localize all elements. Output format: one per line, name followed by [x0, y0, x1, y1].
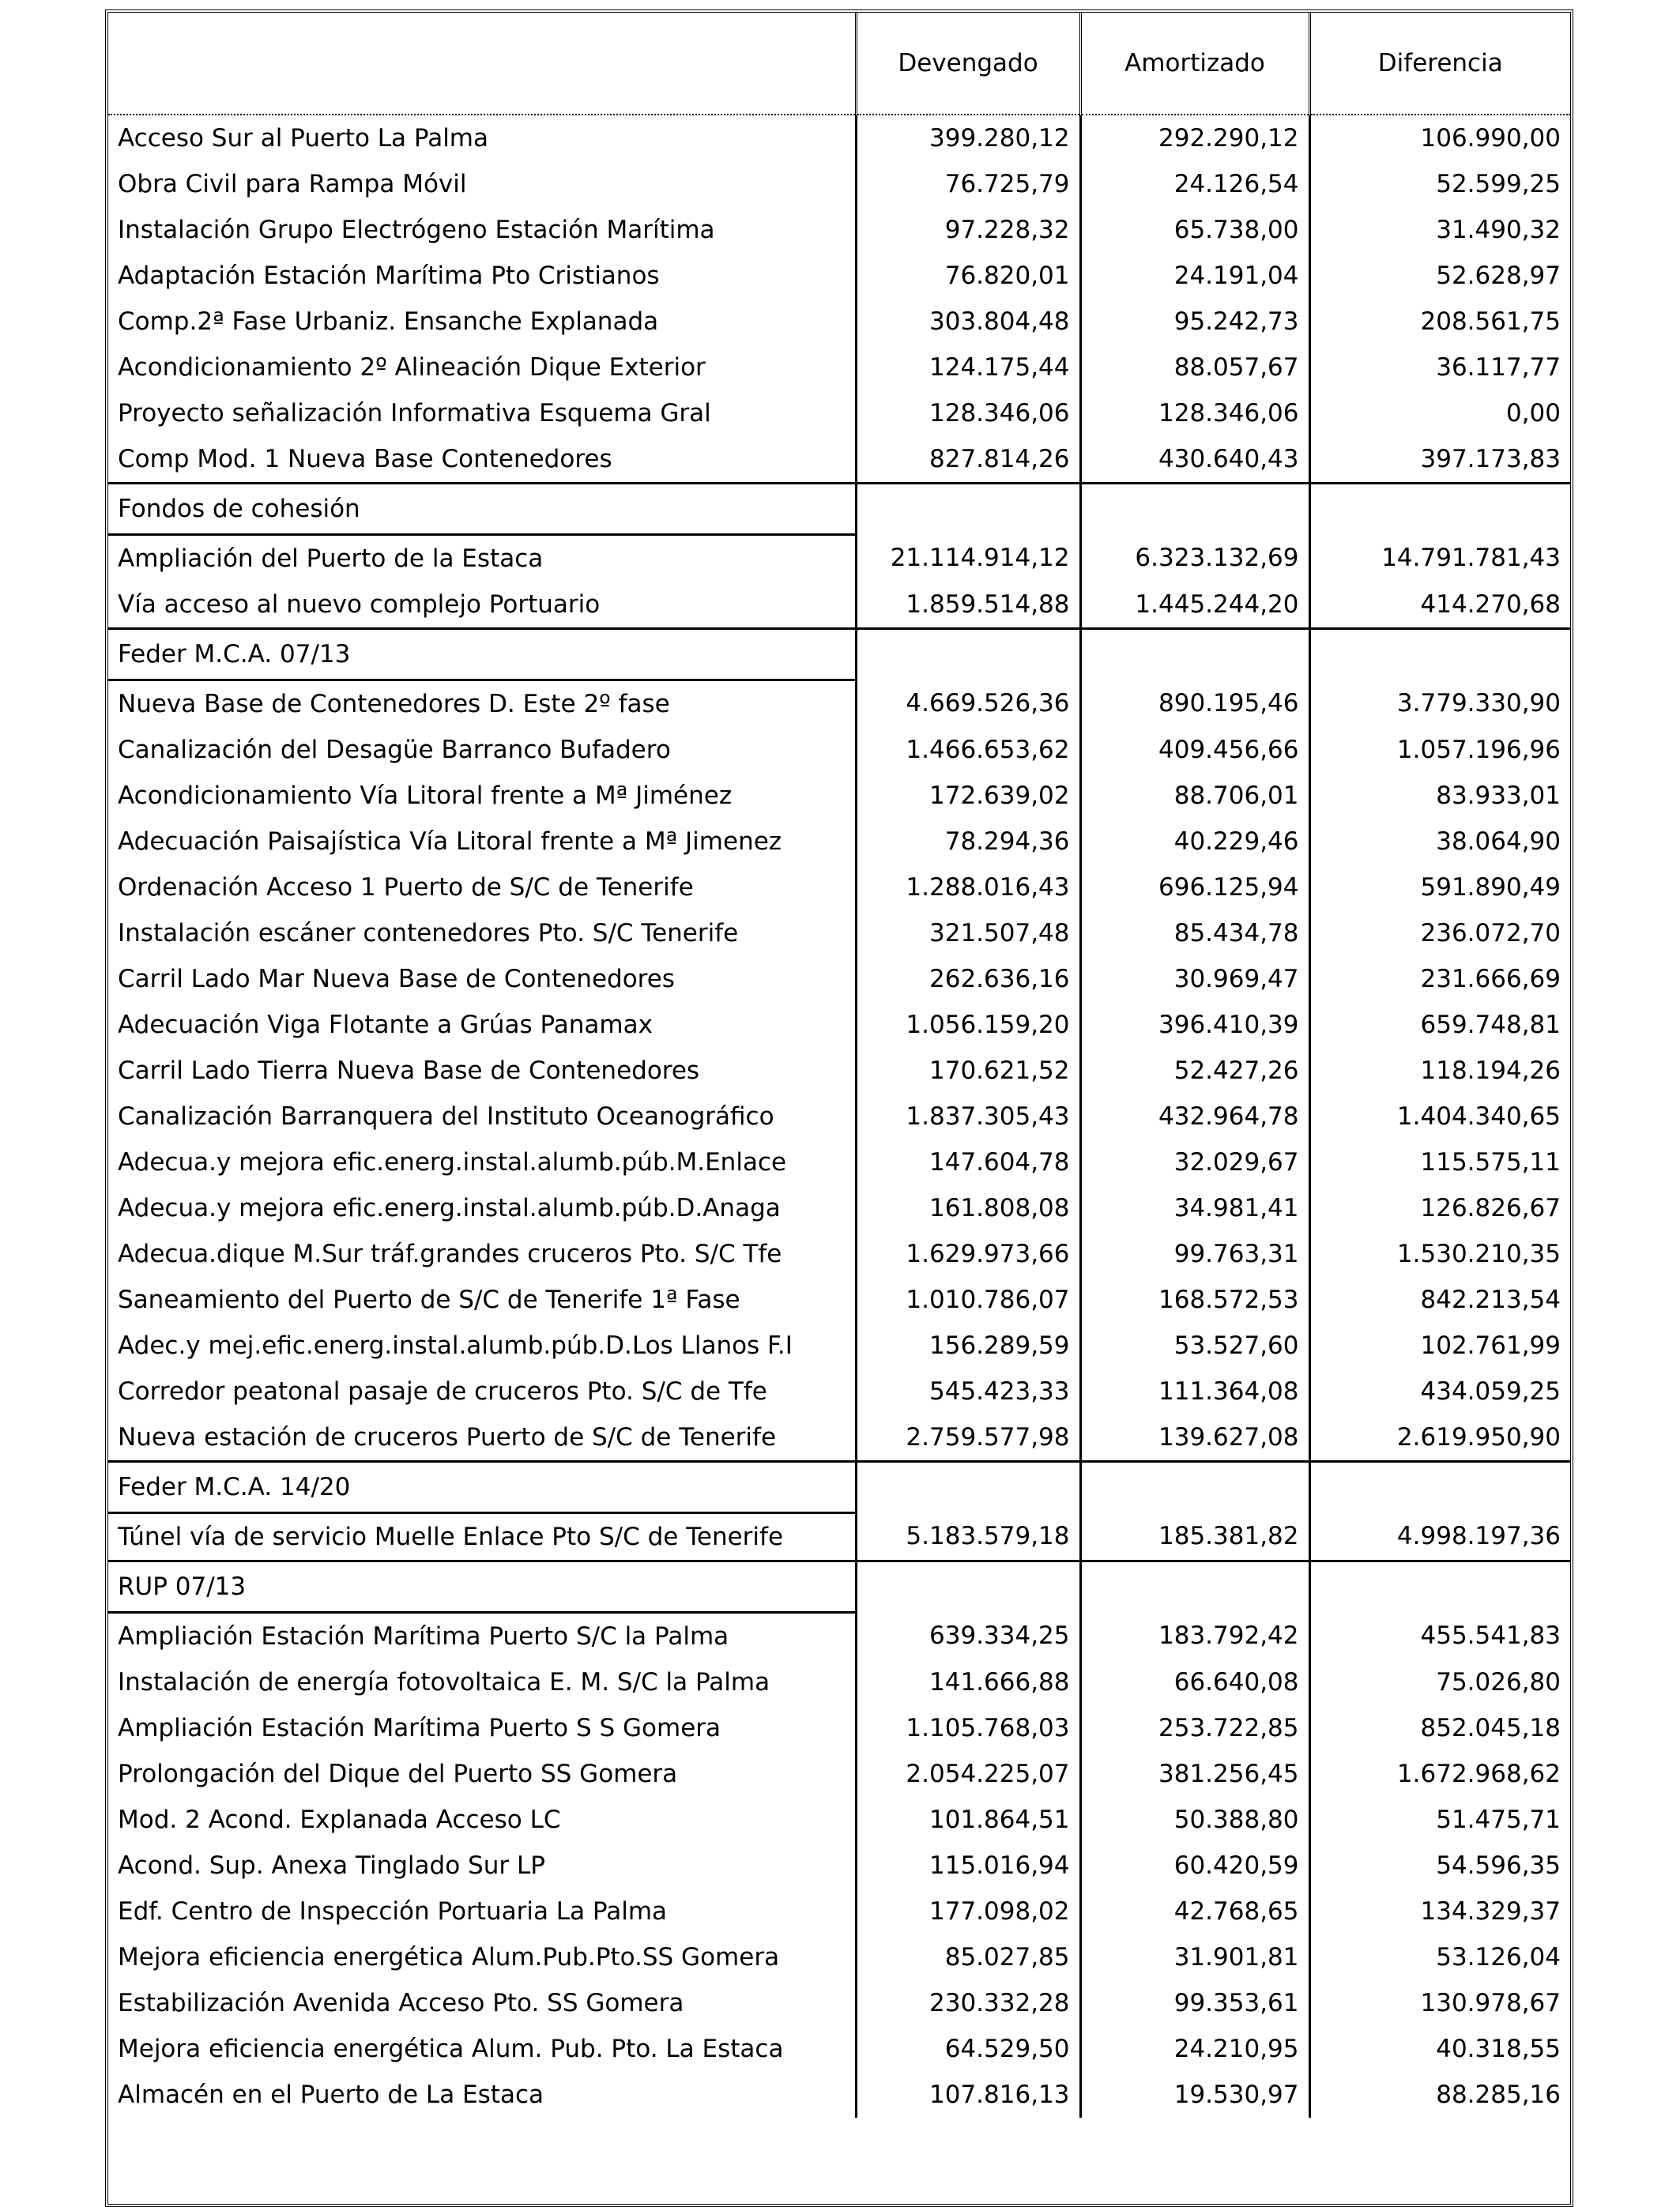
table-row: [108, 1659, 1570, 1705]
section-empty-cell: [1309, 1561, 1570, 1613]
row-diferencia: 1.057.196,96: [1309, 727, 1570, 773]
row-devengado: 321.507,48: [856, 910, 1080, 956]
row-devengado: 124.175,44: [856, 345, 1080, 390]
section-empty-cell: [1080, 484, 1309, 535]
table-row: [108, 727, 1570, 773]
row-name: Mod. 2 Acond. Explanada Acceso LC: [118, 1806, 561, 1834]
row-diferencia: 51.475,71: [1309, 1797, 1570, 1843]
row-diferencia: 842.213,54: [1309, 1277, 1570, 1323]
table-row: [108, 535, 1570, 582]
row-name: Acceso Sur al Puerto La Palma: [118, 124, 488, 153]
row-amortizado: 139.627,08: [1080, 1414, 1309, 1462]
header-name: [108, 13, 856, 115]
row-name: Carril Lado Mar Nueva Base de Contenedores: [118, 965, 675, 993]
row-amortizado: 128.346,06: [1080, 390, 1309, 436]
table-row: [108, 1185, 1570, 1231]
row-diferencia: 3.779.330,90: [1309, 680, 1570, 728]
section-title: RUP 07/13: [108, 1561, 856, 1613]
row-devengado: 170.621,52: [856, 1048, 1080, 1094]
row-devengado: 128.346,06: [856, 390, 1080, 436]
row-amortizado: 52.427,26: [1080, 1048, 1309, 1094]
row-amortizado: 66.640,08: [1080, 1659, 1309, 1705]
row-diferencia: 130.978,67: [1309, 1980, 1570, 2026]
table-row: [108, 2026, 1570, 2072]
row-name: Canalización Barranquera del Instituto Oceanográfico: [118, 1102, 774, 1131]
section-header-row: [108, 484, 1570, 535]
row-name: Adecuación Viga Flotante a Grúas Panamax: [118, 1011, 653, 1039]
row-amortizado: 34.981,41: [1080, 1185, 1309, 1231]
table-row: [108, 680, 1570, 728]
table-row: [108, 773, 1570, 819]
header-amortizado: Amortizado: [1080, 13, 1309, 115]
row-amortizado: 168.572,53: [1080, 1277, 1309, 1323]
row-diferencia: 54.596,35: [1309, 1843, 1570, 1889]
row-amortizado: 185.381,82: [1080, 1513, 1309, 1561]
table-row: [108, 390, 1570, 436]
section-title: Fondos de cohesión: [108, 484, 856, 535]
investment-table: [108, 13, 1570, 2118]
row-devengado: 1.288.016,43: [856, 864, 1080, 910]
row-name: Nueva estación de cruceros Puerto de S/C de Tenerife: [118, 1423, 777, 1452]
section-empty-cell: [1080, 1561, 1309, 1613]
row-name: Túnel vía de servicio Muelle Enlace Pto S/C de Tenerife: [118, 1523, 784, 1551]
row-amortizado: 381.256,45: [1080, 1751, 1309, 1797]
row-diferencia: 236.072,70: [1309, 910, 1570, 956]
section-title: Feder M.C.A. 14/20: [108, 1462, 856, 1513]
section-header-row: [108, 1462, 1570, 1513]
table-row: [108, 582, 1570, 629]
row-diferencia: 118.194,26: [1309, 1048, 1570, 1094]
row-diferencia: 397.173,83: [1309, 436, 1570, 484]
row-diferencia: 115.575,11: [1309, 1139, 1570, 1185]
row-devengado: 639.334,25: [856, 1613, 1080, 1660]
table-row: [108, 207, 1570, 253]
row-name: Mejora eficiencia energética Alum. Pub. Pto. La Estaca: [118, 2035, 784, 2063]
row-devengado: 1.056.159,20: [856, 1002, 1080, 1048]
row-diferencia: 36.117,77: [1309, 345, 1570, 390]
row-diferencia: 0,00: [1309, 390, 1570, 436]
row-name: Ampliación del Puerto de la Estaca: [118, 544, 544, 573]
row-diferencia: 88.285,16: [1309, 2072, 1570, 2118]
row-diferencia: 83.933,01: [1309, 773, 1570, 819]
row-devengado: 303.804,48: [856, 299, 1080, 345]
row-name: Adecuación Paisajística Vía Litoral frente a Mª Jimenez: [118, 827, 782, 856]
section-header-row: [108, 629, 1570, 680]
row-name: Estabilización Avenida Acceso Pto. SS Gomera: [118, 1989, 684, 2017]
row-devengado: 1.010.786,07: [856, 1277, 1080, 1323]
row-amortizado: 88.706,01: [1080, 773, 1309, 819]
row-name: Adecua.y mejora efic.energ.instal.alumb.púb.D.Anaga: [118, 1194, 781, 1222]
row-diferencia: 134.329,37: [1309, 1889, 1570, 1934]
section-empty-cell: [1080, 1462, 1309, 1513]
row-diferencia: 126.826,67: [1309, 1185, 1570, 1231]
section-empty-cell: [856, 484, 1080, 535]
row-diferencia: 1.530.210,35: [1309, 1231, 1570, 1277]
row-devengado: 97.228,32: [856, 207, 1080, 253]
row-name: Canalización del Desagüe Barranco Bufadero: [118, 736, 671, 764]
row-devengado: 172.639,02: [856, 773, 1080, 819]
table-row: [108, 115, 1570, 161]
row-name: Saneamiento del Puerto de S/C de Tenerife 1ª Fase: [118, 1286, 740, 1314]
row-name: Instalación de energía fotovoltaica E. M. S/C la Palma: [118, 1668, 770, 1697]
row-amortizado: 32.029,67: [1080, 1139, 1309, 1185]
row-amortizado: 95.242,73: [1080, 299, 1309, 345]
table-row: [108, 1002, 1570, 1048]
row-diferencia: 591.890,49: [1309, 864, 1570, 910]
table-row: [108, 161, 1570, 207]
row-amortizado: 253.722,85: [1080, 1705, 1309, 1751]
table-row: [108, 1513, 1570, 1561]
row-diferencia: 231.666,69: [1309, 956, 1570, 1002]
row-amortizado: 40.229,46: [1080, 819, 1309, 864]
row-name: Proyecto señalización Informativa Esquema Gral: [118, 399, 711, 427]
table-row: [108, 819, 1570, 864]
row-diferencia: 102.761,99: [1309, 1323, 1570, 1369]
row-diferencia: 659.748,81: [1309, 1002, 1570, 1048]
row-devengado: 545.423,33: [856, 1369, 1080, 1414]
row-name: Carril Lado Tierra Nueva Base de Contenedores: [118, 1056, 700, 1085]
row-name: Comp Mod. 1 Nueva Base Contenedores: [118, 445, 612, 473]
table-row: [108, 1980, 1570, 2026]
table-row: [108, 1889, 1570, 1934]
table-row: [108, 436, 1570, 484]
row-devengado: 230.332,28: [856, 1980, 1080, 2026]
table-row: [108, 1231, 1570, 1277]
row-amortizado: 19.530,97: [1080, 2072, 1309, 2118]
section-empty-cell: [856, 1561, 1080, 1613]
row-amortizado: 890.195,46: [1080, 680, 1309, 728]
row-amortizado: 111.364,08: [1080, 1369, 1309, 1414]
row-name: Acondicionamiento Vía Litoral frente a Mª Jiménez: [118, 781, 733, 810]
row-name: Ampliación Estación Marítima Puerto S S Gomera: [118, 1714, 721, 1742]
row-devengado: 262.636,16: [856, 956, 1080, 1002]
table-body: [108, 115, 1570, 2118]
header-devengado: Devengado: [856, 13, 1080, 115]
row-amortizado: 50.388,80: [1080, 1797, 1309, 1843]
row-name: Edf. Centro de Inspección Portuaria La Palma: [118, 1897, 668, 1926]
row-amortizado: 31.901,81: [1080, 1934, 1309, 1980]
row-amortizado: 30.969,47: [1080, 956, 1309, 1002]
row-name: Prolongación del Dique del Puerto SS Gomera: [118, 1760, 678, 1788]
row-diferencia: 852.045,18: [1309, 1705, 1570, 1751]
table-row: [108, 1094, 1570, 1139]
row-devengado: 177.098,02: [856, 1889, 1080, 1934]
row-diferencia: 106.990,00: [1309, 115, 1570, 161]
row-diferencia: 38.064,90: [1309, 819, 1570, 864]
row-name: Adecua.dique M.Sur tráf.grandes cruceros Pto. S/C Tfe: [118, 1240, 782, 1268]
row-diferencia: 1.672.968,62: [1309, 1751, 1570, 1797]
row-name: Acond. Sup. Anexa Tinglado Sur LP: [118, 1851, 545, 1880]
row-amortizado: 409.456,66: [1080, 727, 1309, 773]
row-devengado: 161.808,08: [856, 1185, 1080, 1231]
row-amortizado: 183.792,42: [1080, 1613, 1309, 1660]
row-diferencia: 208.561,75: [1309, 299, 1570, 345]
section-title: Feder M.C.A. 07/13: [108, 629, 856, 680]
table-row: [108, 1048, 1570, 1094]
section-header-row: [108, 1561, 1570, 1613]
row-amortizado: 396.410,39: [1080, 1002, 1309, 1048]
row-amortizado: 696.125,94: [1080, 864, 1309, 910]
table-row: [108, 1934, 1570, 1980]
row-amortizado: 24.126,54: [1080, 161, 1309, 207]
row-devengado: 115.016,94: [856, 1843, 1080, 1889]
table-row: [108, 1613, 1570, 1660]
row-diferencia: 434.059,25: [1309, 1369, 1570, 1414]
section-empty-cell: [1309, 629, 1570, 680]
table-row: [108, 1414, 1570, 1462]
row-devengado: 1.859.514,88: [856, 582, 1080, 629]
row-name: Adaptación Estación Marítima Pto Cristianos: [118, 262, 660, 290]
row-devengado: 2.759.577,98: [856, 1414, 1080, 1462]
table-row: [108, 253, 1570, 299]
row-amortizado: 88.057,67: [1080, 345, 1309, 390]
row-devengado: 4.669.526,36: [856, 680, 1080, 728]
row-name: Instalación Grupo Electrógeno Estación Marítima: [118, 216, 715, 244]
row-name: Nueva Base de Contenedores D. Este 2º fase: [118, 690, 670, 718]
row-name: Comp.2ª Fase Urbaniz. Ensanche Explanada: [118, 307, 659, 336]
row-diferencia: 455.541,83: [1309, 1613, 1570, 1660]
row-devengado: 1.105.768,03: [856, 1705, 1080, 1751]
table-row: [108, 1323, 1570, 1369]
row-devengado: 76.820,01: [856, 253, 1080, 299]
section-empty-cell: [1309, 484, 1570, 535]
row-devengado: 141.666,88: [856, 1659, 1080, 1705]
row-name: Adec.y mej.efic.energ.instal.alumb.púb.D.Los Llanos F.I: [118, 1331, 793, 1360]
row-amortizado: 99.353,61: [1080, 1980, 1309, 2026]
row-devengado: 107.816,13: [856, 2072, 1080, 2118]
row-amortizado: 1.445.244,20: [1080, 582, 1309, 629]
row-name: Acondicionamiento 2º Alineación Dique Exterior: [118, 353, 706, 382]
section-empty-cell: [856, 629, 1080, 680]
row-devengado: 147.604,78: [856, 1139, 1080, 1185]
row-devengado: 1.837.305,43: [856, 1094, 1080, 1139]
row-name: Mejora eficiencia energética Alum.Pub.Pto.SS Gomera: [118, 1943, 780, 1972]
row-name: Ordenación Acceso 1 Puerto de S/C de Tenerife: [118, 873, 694, 902]
row-devengado: 101.864,51: [856, 1797, 1080, 1843]
row-amortizado: 430.640,43: [1080, 436, 1309, 484]
row-diferencia: 40.318,55: [1309, 2026, 1570, 2072]
table-row: [108, 1705, 1570, 1751]
table-row: [108, 864, 1570, 910]
row-devengado: 21.114.914,12: [856, 535, 1080, 582]
table-row: [108, 299, 1570, 345]
row-devengado: 1.466.653,62: [856, 727, 1080, 773]
row-amortizado: 24.191,04: [1080, 253, 1309, 299]
row-amortizado: 53.527,60: [1080, 1323, 1309, 1369]
row-name: Instalación escáner contenedores Pto. S/C Tenerife: [118, 919, 739, 947]
row-devengado: 156.289,59: [856, 1323, 1080, 1369]
row-name: Adecua.y mejora efic.energ.instal.alumb.púb.M.Enlace: [118, 1148, 787, 1177]
row-amortizado: 24.210,95: [1080, 2026, 1309, 2072]
table-row: [108, 1843, 1570, 1889]
row-name: Corredor peatonal pasaje de cruceros Pto. S/C de Tfe: [118, 1377, 767, 1406]
table-row: [108, 1751, 1570, 1797]
row-diferencia: 31.490,32: [1309, 207, 1570, 253]
row-amortizado: 432.964,78: [1080, 1094, 1309, 1139]
row-amortizado: 85.434,78: [1080, 910, 1309, 956]
row-diferencia: 52.628,97: [1309, 253, 1570, 299]
row-amortizado: 292.290,12: [1080, 115, 1309, 161]
row-amortizado: 6.323.132,69: [1080, 535, 1309, 582]
table-row: [108, 345, 1570, 390]
table-row: [108, 1139, 1570, 1185]
row-diferencia: 14.791.781,43: [1309, 535, 1570, 582]
table-row: [108, 1277, 1570, 1323]
row-devengado: 5.183.579,18: [856, 1513, 1080, 1561]
row-devengado: 1.629.973,66: [856, 1231, 1080, 1277]
row-amortizado: 99.763,31: [1080, 1231, 1309, 1277]
row-diferencia: 75.026,80: [1309, 1659, 1570, 1705]
row-diferencia: 52.599,25: [1309, 161, 1570, 207]
row-name: Almacén en el Puerto de La Estaca: [118, 2081, 544, 2109]
table-row: [108, 2072, 1570, 2118]
row-devengado: 64.529,50: [856, 2026, 1080, 2072]
row-devengado: 399.280,12: [856, 115, 1080, 161]
row-amortizado: 42.768,65: [1080, 1889, 1309, 1934]
row-name: Obra Civil para Rampa Móvil: [118, 170, 467, 198]
row-diferencia: 53.126,04: [1309, 1934, 1570, 1980]
row-devengado: 76.725,79: [856, 161, 1080, 207]
row-devengado: 827.814,26: [856, 436, 1080, 484]
table-row: [108, 910, 1570, 956]
row-name: Vía acceso al nuevo complejo Portuario: [118, 590, 601, 619]
row-devengado: 2.054.225,07: [856, 1751, 1080, 1797]
table-row: [108, 1797, 1570, 1843]
row-name: Ampliación Estación Marítima Puerto S/C la Palma: [118, 1622, 729, 1651]
header-diferencia: Diferencia: [1309, 13, 1570, 115]
row-diferencia: 414.270,68: [1309, 582, 1570, 629]
table-row: [108, 956, 1570, 1002]
row-amortizado: 65.738,00: [1080, 207, 1309, 253]
table-row: [108, 1369, 1570, 1414]
row-devengado: 78.294,36: [856, 819, 1080, 864]
row-diferencia: 2.619.950,90: [1309, 1414, 1570, 1462]
section-empty-cell: [1080, 629, 1309, 680]
section-empty-cell: [856, 1462, 1080, 1513]
row-amortizado: 60.420,59: [1080, 1843, 1309, 1889]
row-diferencia: 4.998.197,36: [1309, 1513, 1570, 1561]
header-row: [108, 13, 1570, 115]
row-devengado: 85.027,85: [856, 1934, 1080, 1980]
section-empty-cell: [1309, 1462, 1570, 1513]
row-diferencia: 1.404.340,65: [1309, 1094, 1570, 1139]
